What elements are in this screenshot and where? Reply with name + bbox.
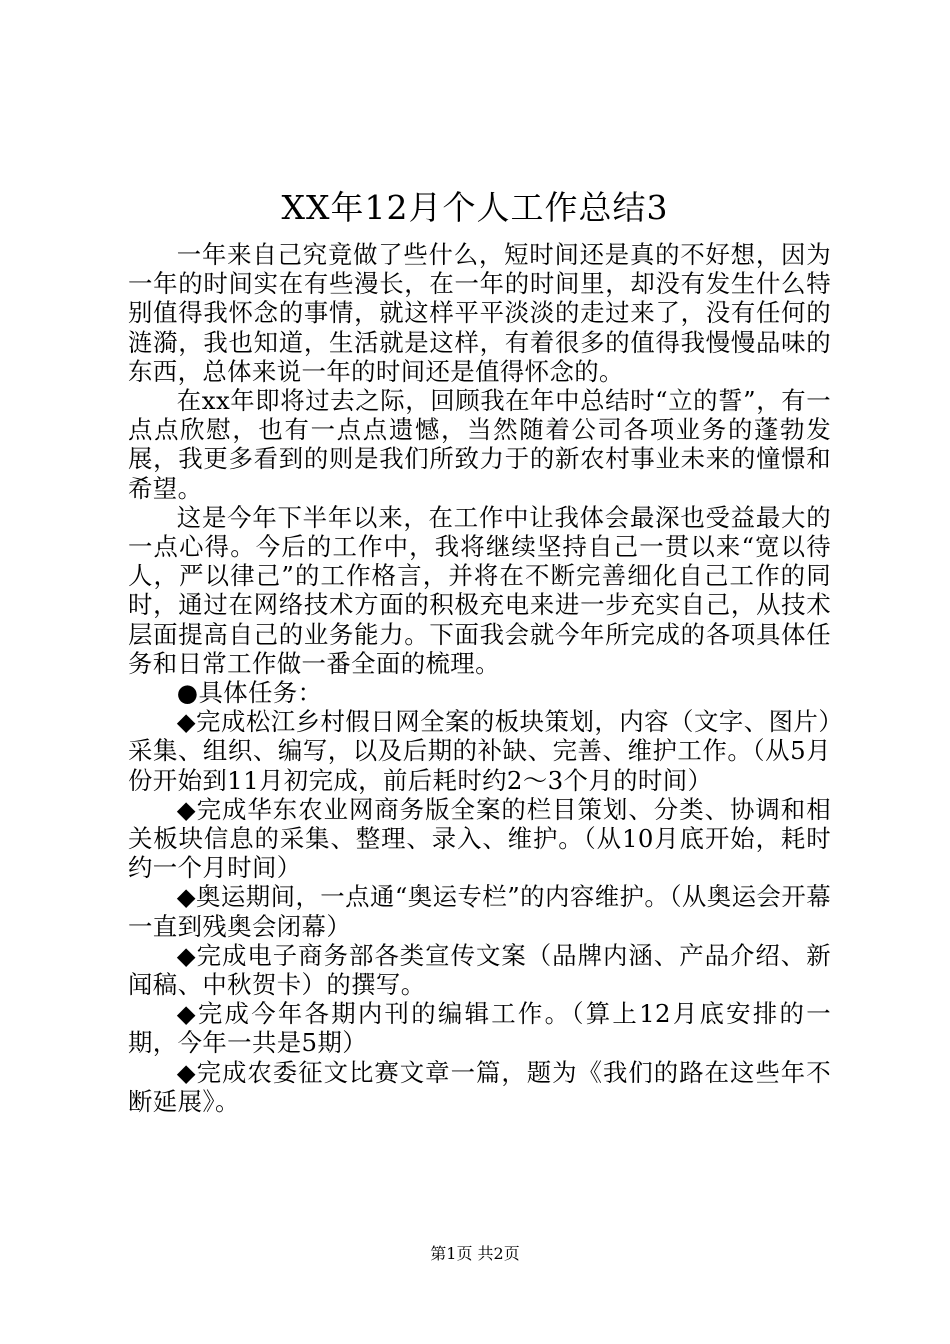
paragraph-review: 在xx年即将过去之际，回顾我在年中总结时“立的誓”，有一点点欣慰，也有一点点遗憾，当然随着公司各项业务的蓬勃发展，我更多看到的则是我们所致力于的新农村事业未来的憧憬和希望。 — [128, 386, 831, 503]
page-number: 第1页 共2页 — [430, 1244, 520, 1263]
page-footer — [0, 1244, 950, 1264]
section-heading-tasks: ●具体任务： — [176, 678, 323, 708]
task-item: ◆完成电子商务部各类宣传文案（品牌内涵、产品介绍、新闻稿、中秋贺卡）的撰写。 — [128, 940, 831, 1000]
task-item: ◆完成今年各期内刊的编辑工作。（算上12月底安排的一期，今年一共是5期） — [128, 999, 831, 1058]
task-item: ◆完成华东农业网商务版全案的栏目策划、分类、协调和相关板块信息的采集、整理、录入、维护。（从10月底开始，耗时约一个月时间） — [128, 794, 831, 883]
document-title: XX年12月个人工作总结3 — [281, 188, 669, 227]
paragraph-intro: 一年来自己究竟做了些什么，短时间还是真的不好想，因为一年的时间实在有些漫长，在一年的时间里，却没有发生什么特别值得我怀念的事情，就这样平平淡淡的走过来了，没有任何的涟漪，我也知道，生活就是这样，有着很多的值得我慢慢品味的东西，总体来说一年的时间还是值得怀念的。 — [128, 240, 831, 386]
paragraph-reflection: 这是今年下半年以来，在工作中让我体会最深也受益最大的一点心得。今后的工作中，我将继续坚持自己一贯以来“宽以待人，严以律己”的工作格言，并将在不断完善细化自己工作的同时，通过在网络技术方面的积极充电来进一步充实自己，从技术层面提高自己的业务能力。下面我会就今年所完成的各项具体任务和日常工作做一番全面的梳理。 — [128, 502, 831, 678]
task-item: ◆完成松江乡村假日网全案的板块策划，内容（文字、图片）采集、组织、编写，以及后期的补缺、完善、维护工作。（从5月份开始到11月初完成，前后耗时约2～3个月的时间） — [128, 707, 831, 795]
task-item: ◆奥运期间，一点通“奥运专栏”的内容维护。（从奥运会开幕一直到残奥会闭幕） — [128, 882, 831, 941]
document-body — [128, 240, 831, 1116]
task-item: ◆完成农委征文比赛文章一篇，题为《我们的路在这些年不断延展》。 — [128, 1057, 831, 1116]
